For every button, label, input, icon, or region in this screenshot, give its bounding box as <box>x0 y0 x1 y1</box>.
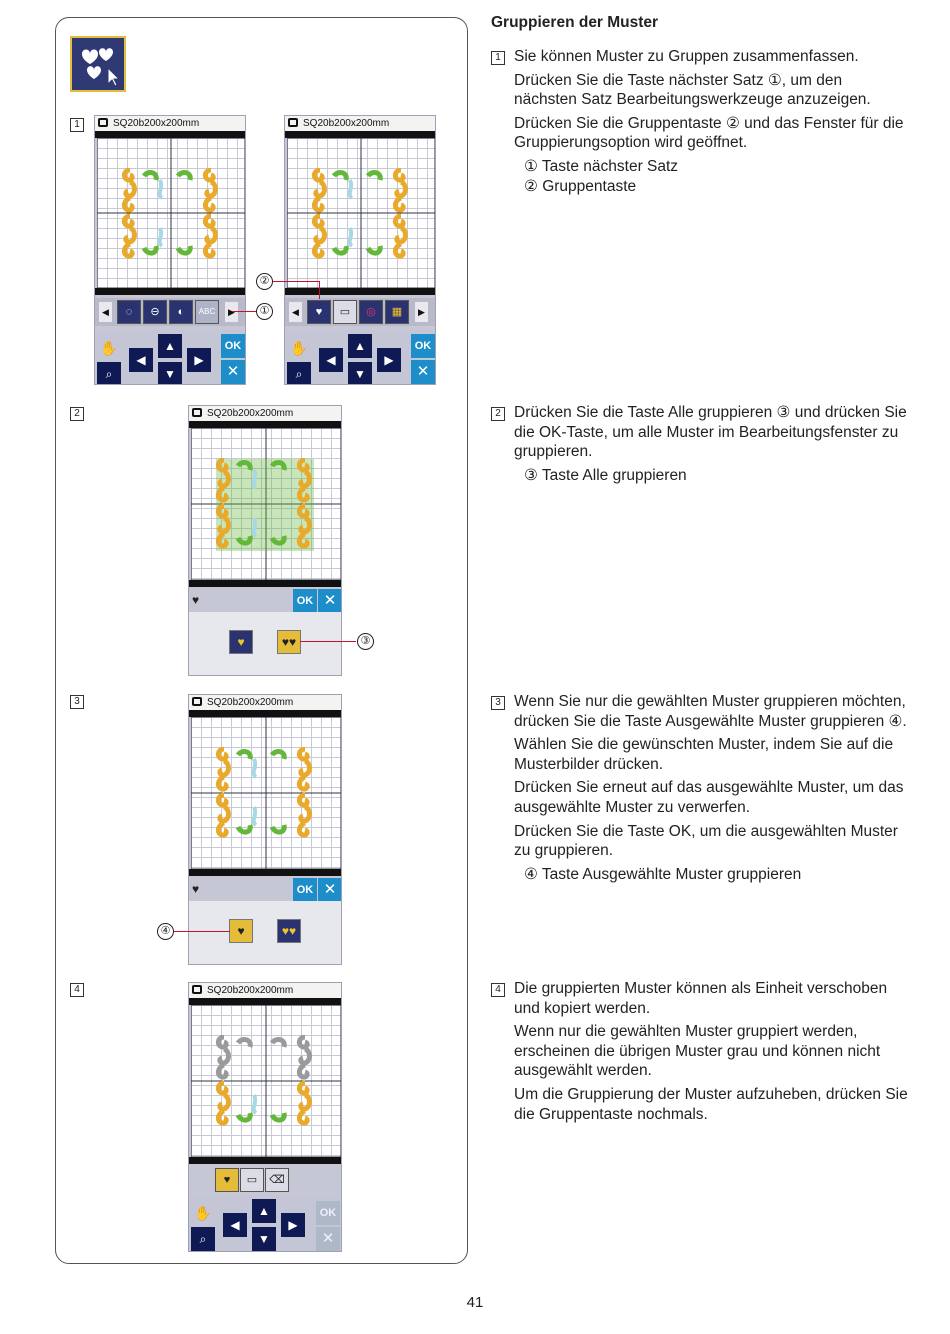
embroidery-pattern[interactable] <box>214 747 319 839</box>
embroidery-pattern[interactable] <box>120 168 225 260</box>
hoop-label: SQ20b200x200mm <box>285 116 435 131</box>
hoop-label: SQ20b200x200mm <box>189 695 341 710</box>
arrow-down-icon[interactable]: ▼ <box>252 1227 276 1251</box>
page-title: Gruppieren der Muster <box>491 14 659 31</box>
arrow-up-icon[interactable]: ▲ <box>158 334 182 358</box>
arrow-up-icon[interactable]: ▲ <box>252 1199 276 1223</box>
group-icon: ♥ <box>192 882 200 896</box>
color-list-icon[interactable]: ▦ <box>385 300 409 324</box>
group-icon[interactable]: ♥ <box>307 300 331 324</box>
copy-icon[interactable]: ▭ <box>333 300 357 324</box>
arrow-right-icon[interactable]: ▶ <box>377 348 401 372</box>
group-selected-icon[interactable]: ♥ <box>229 919 253 943</box>
group-icon: ♥ <box>192 593 200 607</box>
cancel-button[interactable]: ✕ <box>318 878 342 902</box>
next-set-button[interactable]: ▶ <box>415 302 428 322</box>
screen-1a <box>94 115 246 385</box>
monitor-icon <box>192 697 202 706</box>
group-all-icon[interactable]: ♥♥ <box>277 630 301 654</box>
delete-icon[interactable]: ⌫ <box>265 1168 289 1192</box>
arrow-up-icon[interactable]: ▲ <box>348 334 372 358</box>
cancel-button[interactable]: ✕ <box>221 360 245 384</box>
screen-4 <box>188 982 342 1252</box>
control-panel <box>285 330 436 385</box>
ok-button[interactable]: OK <box>293 589 317 613</box>
hand-icon[interactable]: ✋ <box>194 1205 212 1221</box>
arrow-right-icon[interactable]: ▶ <box>187 348 211 372</box>
cancel-button[interactable]: ✕ <box>411 360 435 384</box>
screen-1b <box>284 115 436 385</box>
screen-2 <box>188 405 342 676</box>
ok-button[interactable]: OK <box>221 334 245 358</box>
callout-1: ① <box>256 303 273 320</box>
step-1-text: Sie können Muster zu Gruppen zusammenfassen. Drücken Sie die Taste nächster Satz ①, um den nächsten Satz Bearbeitungswerkzeuge anzuzeigen. Drücken Sie die Gruppentaste ② und das Fenster für die Gruppierungsoption wird geöffnet. ① Taste nächster Satz ② Gruppentaste <box>514 48 904 195</box>
monitor-icon <box>288 118 298 127</box>
step-2-text: Drücken Sie die Taste Alle gruppieren ③ und drücken Sie die OK-Taste, um alle Muster im Bearbeitungsfenster zu gruppieren. ③ Taste Alle gruppieren <box>514 404 907 484</box>
hand-icon[interactable]: ✋ <box>290 340 308 356</box>
step-box-1: 1 <box>491 51 505 65</box>
ok-button[interactable]: OK <box>411 334 435 358</box>
group-all-icon[interactable]: ♥♥ <box>277 919 301 943</box>
step-4-text: Die gruppierten Muster können als Einheit verschoben und kopiert werden. Wenn nur die gewählten Muster gruppiert werden, erscheinen die übrigen Muster grau und können nicht ausgewählt werden. Um die Gruppierung der Muster aufzuheben, drücken Sie die Gruppentaste nochmals. <box>514 980 908 1123</box>
step-box-2: 2 <box>491 407 505 421</box>
arrow-down-icon[interactable]: ▼ <box>158 362 182 385</box>
group-icon[interactable]: ♥ <box>215 1168 239 1192</box>
step-marker-2: 2 <box>70 407 84 421</box>
cancel-button[interactable]: ✕ <box>316 1227 340 1251</box>
zoom-icon[interactable]: ⌕ <box>191 1227 215 1251</box>
prev-set-button[interactable]: ◀ <box>289 302 302 322</box>
callout-4: ④ <box>157 923 174 940</box>
embroidery-pattern[interactable] <box>310 168 415 260</box>
zoom-icon[interactable]: ⌕ <box>97 362 121 385</box>
page-number: 41 <box>466 1294 484 1311</box>
group-selected-icon[interactable]: ♥ <box>229 630 253 654</box>
copy-icon[interactable]: ▭ <box>240 1168 264 1192</box>
arrow-down-icon[interactable]: ▼ <box>348 362 372 385</box>
step-3-text: Wenn Sie nur die gewählten Muster gruppieren möchten, drücken Sie die Taste Ausgewählte Muster gruppieren ④. Wählen Sie die gewünschten Muster, indem Sie auf die Musterbilder drücken. Drücken Sie erneut auf das ausgewählte Muster, um das ausgewählte Muster zu verwerfen. Drücken Sie die Taste OK, um die ausgewählten Muster zu gruppieren. ④ Taste Ausgewählte Muster gruppieren <box>514 693 907 883</box>
callout-3: ③ <box>357 633 374 650</box>
group-toolbar <box>189 1167 342 1193</box>
group-option-bar <box>189 590 342 612</box>
callout-2: ② <box>256 273 273 290</box>
step-box-3: 3 <box>491 696 505 710</box>
group-option-pane <box>189 612 342 676</box>
group-option-bar <box>189 879 342 901</box>
zoom-icon[interactable]: ⌕ <box>287 362 311 385</box>
prev-set-button[interactable]: ◀ <box>99 302 112 322</box>
control-panel <box>95 330 246 385</box>
ok-button[interactable]: OK <box>293 878 317 902</box>
arrow-left-icon[interactable]: ◀ <box>319 348 343 372</box>
control-panel <box>189 1195 342 1252</box>
next-set-button[interactable]: ▶ <box>225 302 238 322</box>
cancel-button[interactable]: ✕ <box>318 589 342 613</box>
flip-vertical-icon[interactable]: ⊖ <box>143 300 167 324</box>
arc-text-icon[interactable]: ABC <box>195 300 219 324</box>
step-box-4: 4 <box>491 983 505 997</box>
hoop-label: SQ20b200x200mm <box>189 983 341 998</box>
hand-icon[interactable]: ✋ <box>100 340 118 356</box>
monitor-icon <box>98 118 108 127</box>
arrow-right-icon[interactable]: ▶ <box>281 1213 305 1237</box>
embroidery-pattern[interactable] <box>214 458 319 550</box>
hoop-label: SQ20b200x200mm <box>189 406 341 421</box>
step-marker-4: 4 <box>70 983 84 997</box>
group-option-pane <box>189 901 342 965</box>
ok-button[interactable]: OK <box>316 1201 340 1225</box>
embroidery-pattern[interactable] <box>214 1035 319 1127</box>
monitor-icon <box>192 408 202 417</box>
hearts-cursor-icon <box>70 36 126 92</box>
rotate-icon[interactable]: ◌ <box>117 300 141 324</box>
flip-horizontal-icon[interactable]: ◐ <box>169 300 193 324</box>
screen-3 <box>188 694 342 965</box>
step-marker-3: 3 <box>70 695 84 709</box>
hoop-label: SQ20b200x200mm <box>95 116 245 131</box>
color-wheel-icon[interactable]: ◎ <box>359 300 383 324</box>
edit-toolbar <box>285 298 436 326</box>
step-marker-1: 1 <box>70 118 84 132</box>
edit-toolbar <box>95 298 246 326</box>
monitor-icon <box>192 985 202 994</box>
arrow-left-icon[interactable]: ◀ <box>223 1213 247 1237</box>
arrow-left-icon[interactable]: ◀ <box>129 348 153 372</box>
